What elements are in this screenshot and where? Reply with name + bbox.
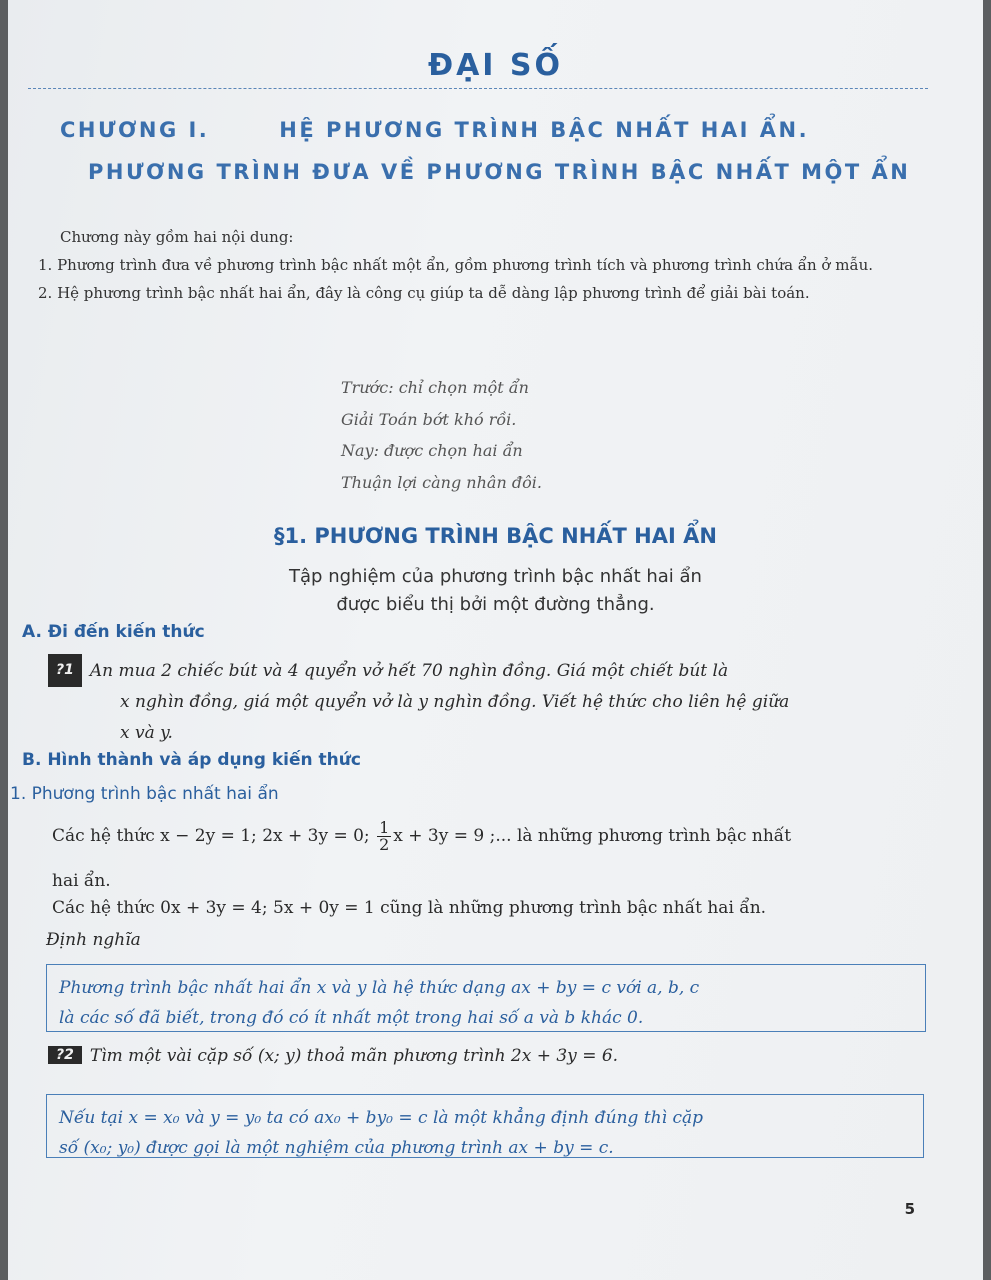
poem-line: Nay: được chọn hai ẩn (341, 441, 523, 460)
definition-line1: Phương trình bậc nhất hai ẩn x và y là hệ thức dạng ax + by = c với a, b, c (59, 978, 700, 998)
question-2-text: Tìm một vài cặp số (x; y) thoả mãn phương trình 2x + 3y = 6. (89, 1046, 619, 1066)
intro-item-2: 2. Hệ phương trình bậc nhất hai ẩn, đây là công cụ giúp ta dễ dàng lập phương trình để giải bài toán. (38, 284, 810, 302)
lesson-title: §1. PHƯƠNG TRÌNH BẬC NHẤT HAI ẨN (274, 524, 717, 548)
chapter-title-1: HỆ PHƯƠNG TRÌNH BẬC NHẤT HAI ẨN. (279, 118, 810, 142)
paragraph-1-post: x + 3y = 9 ;... là những phương trình bậc nhất (393, 826, 792, 846)
header-divider (28, 88, 928, 89)
chapter-label: CHƯƠNG I. (60, 118, 210, 142)
intro-item-1: 1. Phương trình đưa về phương trình bậc nhất một ẩn, gồm phương trình tích và phương trình chứa ẩn ở mẫu. (38, 256, 874, 274)
solution-line2: số (x₀; y₀) được gọi là một nghiệm của phương trình ax + by = c. (59, 1138, 614, 1158)
paragraph-2: Các hệ thức 0x + 3y = 4; 5x + 0y = 1 cũng là những phương trình bậc nhất hai ẩn. (52, 898, 767, 918)
poem-line: Trước: chỉ chọn một ẩn (341, 378, 529, 397)
lesson-subtitle-line1: Tập nghiệm của phương trình bậc nhất hai ẩn (289, 566, 702, 587)
section-header: ĐẠI SỐ (427, 48, 564, 83)
page-number: 5 (904, 1200, 915, 1218)
definition-label: Định nghĩa (46, 930, 141, 950)
paragraph-1-pre: Các hệ thức x − 2y = 1; 2x + 3y = 0; (52, 826, 370, 846)
fraction-one-half (377, 820, 391, 853)
fraction-denominator: 2 (379, 835, 390, 854)
fraction-numerator: 1 (379, 818, 390, 837)
question-1 (48, 654, 933, 749)
textbook-page (8, 0, 983, 1280)
paragraph-1-line2: hai ẩn. (52, 871, 111, 891)
question-1-line3: x và y. (120, 723, 173, 743)
question-2-label: ?2 (48, 1046, 82, 1064)
solution-line1: Nếu tại x = x₀ và y = y₀ ta có ax₀ + by₀ = c là một khẳng định đúng thì cặp (59, 1108, 703, 1128)
question-1-line1: An mua 2 chiếc bút và 4 quyển vở hết 70 nghìn đồng. Giá một chiết bút là (89, 661, 729, 681)
chapter-title-line2: PHƯƠNG TRÌNH ĐƯA VỀ PHƯƠNG TRÌNH BẬC NHẤT MỘT ẨN (88, 160, 911, 184)
poem (341, 372, 542, 498)
chapter-title-line1 (60, 118, 809, 142)
definition-line2: là các số đã biết, trong đó có ít nhất một trong hai số a và b khác 0. (59, 1008, 644, 1028)
chapter-intro (38, 226, 938, 310)
question-2 (48, 1046, 618, 1066)
poem-line: Thuận lợi càng nhân đôi. (341, 472, 542, 492)
question-1-label: ?1 (48, 654, 82, 687)
part-a-heading: A. Đi đến kiến thức (22, 622, 205, 642)
definition-box (46, 964, 926, 1032)
subsection-1-heading: 1. Phương trình bậc nhất hai ẩn (10, 784, 279, 804)
paragraph-1 (52, 818, 932, 894)
solution-definition-box (46, 1094, 924, 1158)
part-b-heading: B. Hình thành và áp dụng kiến thức (22, 750, 361, 770)
lesson-subtitle-line2: được biểu thị bởi một đường thẳng. (336, 594, 655, 615)
question-1-line2: x nghìn đồng, giá một quyển vở là y nghìn đồng. Viết hệ thức cho liên hệ giữa (120, 692, 790, 712)
poem-line: Giải Toán bớt khó rồi. (341, 409, 517, 429)
lesson-subtitle (8, 563, 983, 619)
intro-lead: Chương này gồm hai nội dung: (60, 228, 294, 246)
